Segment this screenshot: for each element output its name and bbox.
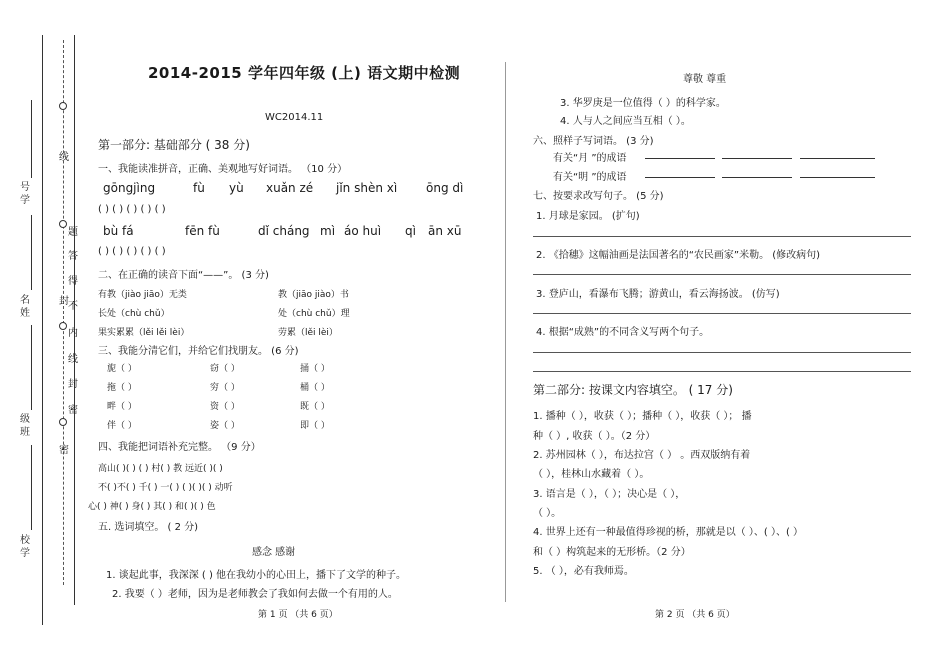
pinyin: ōng dì [426, 181, 464, 195]
pinyin: fēn fù [185, 224, 220, 238]
seal-char: 封 [68, 379, 78, 390]
answer-line[interactable] [533, 352, 911, 353]
part2-line: 1. 播种（ ），收获（ ）；播种（ ），收获（ ）； 播 [533, 411, 752, 422]
q3-cell: 伴（ ） [107, 421, 137, 431]
label-write-line [31, 325, 32, 410]
q3-cell: 旎（ ） [107, 364, 137, 374]
label-write-line [31, 100, 32, 178]
q4-row: 不( )不( ) 千( ) 一( ) ( )( )( ) 动听 [98, 483, 233, 493]
page-footer: 第 1 页 （共 6 页） [258, 610, 338, 620]
q6-label: 有关“明 ”的成语 [553, 172, 627, 183]
binding-label: 班 [20, 427, 30, 438]
binding-line-outer [42, 35, 43, 625]
pinyin: fù [193, 181, 205, 195]
answer-line[interactable] [645, 158, 715, 159]
seal-char: 不 [68, 301, 78, 312]
q6-heading: 六、照样子写词语。 (3 分) [533, 136, 654, 147]
seal-char: 密 [68, 405, 78, 416]
q2-item: 处（chù chǔ）理 [278, 309, 350, 319]
q3-cell: 资（ ） [210, 402, 240, 412]
seal-char: 线 [59, 152, 69, 163]
binding-hole [59, 418, 67, 426]
q3-cell: 姿（ ） [210, 421, 240, 431]
answer-line[interactable] [533, 236, 911, 237]
q5-item: 2. 我要（ ）老师，因为是老师教会了我如何去做一个有用的人。 [112, 589, 398, 600]
pinyin: qì [405, 224, 416, 238]
binding-label: 姓 [20, 308, 30, 319]
q2-item: 有教（jiào jiāo）无类 [98, 290, 187, 300]
answer-line[interactable] [722, 158, 792, 159]
part2-line: 2. 苏州园林（ ），布达拉宫（ ） 。西双版纳有着 [533, 450, 751, 461]
q6-label: 有关“月 ”的成语 [553, 153, 627, 164]
page-divider [505, 62, 506, 602]
seal-char: 封 [59, 296, 69, 307]
binding-label: 学 [20, 548, 30, 559]
q7-item: 2. 《拾穗》这幅油画是法国著名的“农民画家”米勒。 (修改病句) [536, 250, 821, 261]
part2-line: 5. （ ），必有我师焉。 [533, 566, 634, 577]
binding-label: 名 [20, 295, 30, 306]
pinyin: áo huì [344, 224, 382, 238]
binding-label: 级 [20, 414, 30, 425]
part2-line: （ ）。 [533, 508, 562, 519]
q3-cell: 畔（ ） [107, 402, 137, 412]
part2-heading: 第二部分: 按课文内容填空。 ( 17 分) [533, 383, 733, 397]
q2-item: 长处（chù chǔ） [98, 309, 170, 319]
q5-heading: 五. 选词填空。 ( 2 分) [98, 522, 199, 533]
q2-heading: 二、在正确的读音下面“——”。 (3 分) [98, 270, 269, 281]
q6-item [553, 149, 627, 164]
label-write-line [31, 215, 32, 290]
q3-cell: 捅（ ） [300, 364, 330, 374]
q2-item: 果实累累（lěi lěi lèi） [98, 328, 190, 338]
q7-item: 4. 根据“成熟”的不同含义写两个句子。 [536, 327, 710, 338]
part1-heading: 第一部分: 基础部分 ( 38 分) [98, 138, 250, 152]
answer-blanks[interactable]: ( ) ( ) ( ) ( ) ( ) [98, 246, 166, 257]
seal-char: 密 [59, 445, 69, 456]
q6-item [553, 168, 627, 183]
part2-line: 和（ ）构筑起来的无形桥。（2 分） [533, 547, 691, 558]
q4-row: 高山( )( ) ( ) 村( ) 教 远近( )( ) [98, 464, 223, 474]
binding-label: 校 [20, 535, 30, 546]
part2-line: 种（ ）, 收获（ ）。（2 分） [533, 431, 656, 442]
q4-row: 心( ) 神( ) 身( ) 其( ) 和( )( ) 色 [88, 502, 216, 512]
q1-heading: 一、我能读准拼音，正确、美观地写好词语。 （10 分） [98, 164, 348, 175]
q3-cell: 窃（ ） [210, 364, 240, 374]
pinyin: xuǎn zé [266, 181, 314, 195]
label-write-line [31, 445, 32, 530]
q4-heading: 四、我能把词语补充完整。 （9 分） [98, 442, 261, 453]
part2-line: 4. 世界上还有一种最值得珍视的桥，那就是以（ ）、( ）、( ） [533, 527, 804, 538]
pinyin: bù fá [103, 224, 134, 238]
q3-cell: 既（ ） [300, 402, 330, 412]
seal-char: 答 [68, 251, 78, 262]
answer-line[interactable] [533, 313, 911, 314]
pinyin: gōngjìng [103, 181, 156, 195]
seal-char: 线 [68, 354, 78, 365]
q7-item: 1. 月球是家园。 (扩句) [536, 211, 640, 222]
exam-title: 2014-2015 学年四年级 (上) 语文期中检测 [148, 64, 461, 82]
q3-cell: 桶（ ） [300, 383, 330, 393]
binding-label: 学 [20, 195, 30, 206]
binding-hole [59, 102, 67, 110]
binding-label: 号 [20, 182, 30, 193]
q3-heading: 三、我能分清它们，并给它们找朋友。 (6 分) [98, 346, 299, 357]
answer-blanks[interactable]: ( ) ( ) ( ) ( ) ( ) [98, 204, 166, 215]
q3-cell: 拖（ ） [107, 383, 137, 393]
page-footer: 第 2 页 （共 6 页） [655, 610, 735, 620]
binding-line-inner [74, 35, 75, 605]
answer-line[interactable] [800, 158, 875, 159]
q5-item: 4. 人与人之间应当互相（ ）。 [560, 116, 691, 127]
q5-item: 3. 华罗庚是一位值得（ ）的科学家。 [560, 98, 726, 109]
q5-word-choices: 感念 感谢 [252, 547, 296, 558]
pinyin: yù [229, 181, 244, 195]
q7-heading: 七、按要求改写句子。 (5 分) [533, 191, 664, 202]
q5-word-choices: 尊敬 尊重 [683, 74, 727, 85]
pinyin: dǐ cháng [258, 224, 310, 238]
pinyin: jǐn shèn xì [336, 181, 398, 195]
answer-line[interactable] [722, 177, 792, 178]
seal-char: 得 [68, 276, 78, 287]
binding-hole [59, 322, 67, 330]
answer-line[interactable] [533, 274, 911, 275]
binding-dashed-line [63, 40, 64, 585]
q2-item: 劳累（lěi lèi） [278, 328, 338, 338]
q2-item: 教（jiāo jiào）书 [278, 290, 349, 300]
answer-line[interactable] [645, 177, 715, 178]
part2-line: （ ），桂林山水藏着（ ）。 [533, 469, 650, 480]
q5-item: 1. 谈起此事，我深深 ( ) 他在我幼小的心田上，播下了文学的种子。 [106, 570, 407, 581]
answer-line[interactable] [800, 177, 875, 178]
binding-hole [59, 220, 67, 228]
q3-cell: 穷（ ） [210, 383, 240, 393]
seal-char: 题 [68, 227, 78, 238]
seal-char: 内 [68, 328, 78, 339]
answer-line[interactable] [533, 371, 911, 372]
part2-line: 3. 语言是（ ），（ ）；决心是（ ）， [533, 489, 686, 500]
exam-code: WC2014.11 [265, 112, 324, 123]
pinyin: mì [320, 224, 336, 238]
q7-item: 3. 登庐山，看瀑布飞腾；游黄山，看云海扬波。 (仿写) [536, 289, 780, 300]
pinyin: ān xū [428, 224, 462, 238]
q3-cell: 即（ ） [300, 421, 330, 431]
